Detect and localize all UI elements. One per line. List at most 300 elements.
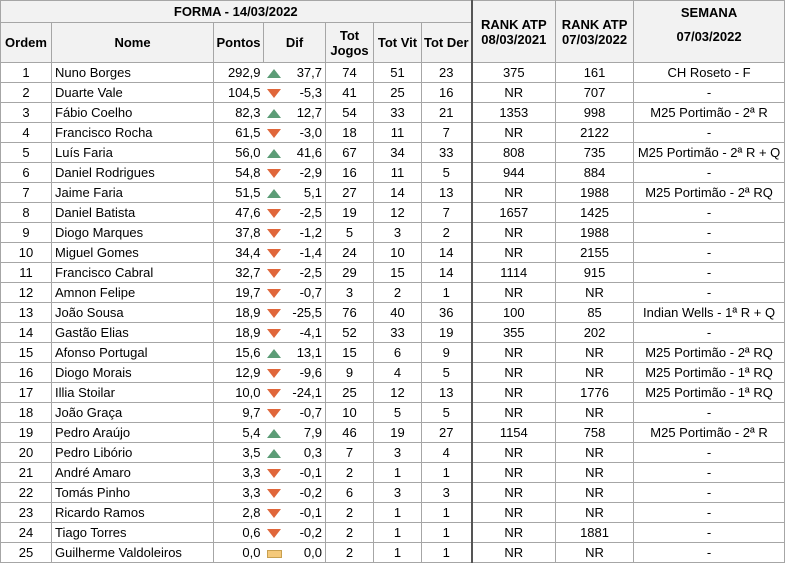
tot-der-cell: 1 bbox=[422, 463, 472, 483]
dif-cell: -2,5 bbox=[284, 263, 326, 283]
rank-2022-cell: NR bbox=[556, 363, 634, 383]
tot-der-cell: 13 bbox=[422, 383, 472, 403]
trend-cell bbox=[264, 183, 284, 203]
pontos-cell: 2,8 bbox=[214, 503, 264, 523]
semana-cell: M25 Portimão - 2ª R + Q bbox=[634, 143, 785, 163]
rank-2022-cell: 85 bbox=[556, 303, 634, 323]
rank-2021-cell: NR bbox=[472, 463, 556, 483]
table-row bbox=[1, 123, 785, 143]
pontos-cell: 9,7 bbox=[214, 403, 264, 423]
rank-2021-cell: NR bbox=[472, 443, 556, 463]
tot-jogos-cell: 6 bbox=[326, 483, 374, 503]
tot-jogos-cell: 2 bbox=[326, 503, 374, 523]
ordem-cell: 12 bbox=[1, 283, 52, 303]
table-row bbox=[1, 463, 785, 483]
table-row bbox=[1, 483, 785, 503]
tot-vit-cell: 33 bbox=[374, 323, 422, 343]
tot-der-cell: 5 bbox=[422, 163, 472, 183]
table-row bbox=[1, 243, 785, 263]
tot-der-cell: 4 bbox=[422, 443, 472, 463]
rank-2022-cell: 707 bbox=[556, 83, 634, 103]
rank-2022-cell: NR bbox=[556, 343, 634, 363]
rank-2021-cell: NR bbox=[472, 363, 556, 383]
trend-up-icon bbox=[267, 69, 281, 78]
pontos-cell: 82,3 bbox=[214, 103, 264, 123]
table-row bbox=[1, 323, 785, 343]
tot-der-cell: 2 bbox=[422, 223, 472, 243]
name-cell: Gastão Elias bbox=[52, 323, 214, 343]
rank-2022-cell: 998 bbox=[556, 103, 634, 123]
ordem-cell: 23 bbox=[1, 503, 52, 523]
dif-cell: -3,0 bbox=[284, 123, 326, 143]
rank-2021-cell: 100 bbox=[472, 303, 556, 323]
trend-down-icon bbox=[267, 509, 281, 518]
tot-jogos-cell: 67 bbox=[326, 143, 374, 163]
tot-der-cell: 16 bbox=[422, 83, 472, 103]
name-cell: Illia Stoilar bbox=[52, 383, 214, 403]
pontos-cell: 61,5 bbox=[214, 123, 264, 143]
name-cell: João Sousa bbox=[52, 303, 214, 323]
dif-cell: 13,1 bbox=[284, 343, 326, 363]
semana-cell: - bbox=[634, 283, 785, 303]
name-cell: Daniel Batista bbox=[52, 203, 214, 223]
name-cell: Amnon Felipe bbox=[52, 283, 214, 303]
ordem-cell: 14 bbox=[1, 323, 52, 343]
dif-cell: -5,3 bbox=[284, 83, 326, 103]
trend-down-icon bbox=[267, 529, 281, 538]
table-row bbox=[1, 183, 785, 203]
dif-cell: 0,3 bbox=[284, 443, 326, 463]
rank-2021-cell: 1114 bbox=[472, 263, 556, 283]
semana-cell: - bbox=[634, 123, 785, 143]
col-tot-jogos bbox=[326, 23, 374, 63]
name-cell: Ricardo Ramos bbox=[52, 503, 214, 523]
table-row bbox=[1, 283, 785, 303]
semana-cell: - bbox=[634, 503, 785, 523]
tot-jogos-cell: 15 bbox=[326, 343, 374, 363]
semana-cell: M25 Portimão - 2ª R bbox=[634, 423, 785, 443]
semana-cell: - bbox=[634, 523, 785, 543]
pontos-cell: 0,6 bbox=[214, 523, 264, 543]
rank-2022-cell: 2155 bbox=[556, 243, 634, 263]
tot-jogos-cell: 24 bbox=[326, 243, 374, 263]
rank-atp-2021-date: 08/03/2021 bbox=[481, 31, 547, 47]
pontos-cell: 12,9 bbox=[214, 363, 264, 383]
tot-jogos-cell: 2 bbox=[326, 463, 374, 483]
rank-2022-cell: 758 bbox=[556, 423, 634, 443]
tot-vit-cell: 12 bbox=[374, 383, 422, 403]
col-dif: Dif bbox=[264, 23, 326, 63]
trend-down-icon bbox=[267, 129, 281, 138]
rank-2022-cell: 1988 bbox=[556, 223, 634, 243]
tot-jogos-cell: 16 bbox=[326, 163, 374, 183]
tot-vit-cell: 11 bbox=[374, 163, 422, 183]
ranking-body bbox=[1, 63, 785, 563]
forma-title: FORMA - 14/03/2022 bbox=[1, 1, 472, 23]
ordem-cell: 11 bbox=[1, 263, 52, 283]
semana-cell: M25 Portimão - 1ª RQ bbox=[634, 383, 785, 403]
tot-jogos-cell: 76 bbox=[326, 303, 374, 323]
col-tot-jogos-line2: Jogos bbox=[330, 42, 369, 58]
ordem-cell: 4 bbox=[1, 123, 52, 143]
rank-2021-cell: NR bbox=[472, 403, 556, 423]
dif-cell: -1,2 bbox=[284, 223, 326, 243]
ordem-cell: 25 bbox=[1, 543, 52, 563]
semana-cell: Indian Wells - 1ª R + Q bbox=[634, 303, 785, 323]
name-cell: João Graça bbox=[52, 403, 214, 423]
pontos-cell: 37,8 bbox=[214, 223, 264, 243]
name-cell: Miguel Gomes bbox=[52, 243, 214, 263]
tot-jogos-cell: 52 bbox=[326, 323, 374, 343]
table-row bbox=[1, 223, 785, 243]
table-row bbox=[1, 203, 785, 223]
semana-date: 07/03/2022 bbox=[676, 29, 742, 44]
name-cell: Diogo Morais bbox=[52, 363, 214, 383]
table-row bbox=[1, 143, 785, 163]
semana-cell: - bbox=[634, 163, 785, 183]
trend-cell bbox=[264, 483, 284, 503]
name-cell: Tiago Torres bbox=[52, 523, 214, 543]
trend-cell bbox=[264, 343, 284, 363]
semana-cell: M25 Portimão - 2ª RQ bbox=[634, 343, 785, 363]
table-row bbox=[1, 363, 785, 383]
ordem-cell: 1 bbox=[1, 63, 52, 83]
dif-cell: -2,5 bbox=[284, 203, 326, 223]
dif-cell: 5,1 bbox=[284, 183, 326, 203]
tot-der-cell: 14 bbox=[422, 263, 472, 283]
rank-2022-cell: NR bbox=[556, 283, 634, 303]
tot-der-cell: 14 bbox=[422, 243, 472, 263]
tot-jogos-cell: 27 bbox=[326, 183, 374, 203]
trend-down-icon bbox=[267, 269, 281, 278]
semana-cell: - bbox=[634, 223, 785, 243]
name-cell: Pedro Libório bbox=[52, 443, 214, 463]
name-cell: Diogo Marques bbox=[52, 223, 214, 243]
ordem-cell: 3 bbox=[1, 103, 52, 123]
pontos-cell: 32,7 bbox=[214, 263, 264, 283]
trend-cell bbox=[264, 203, 284, 223]
pontos-cell: 15,6 bbox=[214, 343, 264, 363]
tot-der-cell: 5 bbox=[422, 403, 472, 423]
trend-down-icon bbox=[267, 389, 281, 398]
rank-2022-cell: 1988 bbox=[556, 183, 634, 203]
tot-der-cell: 13 bbox=[422, 183, 472, 203]
semana-cell: M25 Portimão - 2ª R bbox=[634, 103, 785, 123]
trend-down-icon bbox=[267, 369, 281, 378]
dif-cell: -9,6 bbox=[284, 363, 326, 383]
trend-cell bbox=[264, 243, 284, 263]
dif-cell: -1,4 bbox=[284, 243, 326, 263]
rank-atp-2022-date: 07/03/2022 bbox=[562, 31, 628, 47]
ordem-cell: 19 bbox=[1, 423, 52, 443]
table-row bbox=[1, 63, 785, 83]
rank-2021-cell: 355 bbox=[472, 323, 556, 343]
col-nome: Nome bbox=[52, 23, 214, 63]
dif-cell: 37,7 bbox=[284, 63, 326, 83]
tot-jogos-cell: 3 bbox=[326, 283, 374, 303]
table-row bbox=[1, 543, 785, 563]
trend-up-icon bbox=[267, 349, 281, 358]
table-row bbox=[1, 443, 785, 463]
table-row bbox=[1, 163, 785, 183]
tot-jogos-cell: 2 bbox=[326, 543, 374, 563]
ordem-cell: 21 bbox=[1, 463, 52, 483]
pontos-cell: 18,9 bbox=[214, 303, 264, 323]
rank-2022-cell: 161 bbox=[556, 63, 634, 83]
tot-vit-cell: 3 bbox=[374, 483, 422, 503]
semana-cell: - bbox=[634, 463, 785, 483]
tot-der-cell: 27 bbox=[422, 423, 472, 443]
rank-2022-cell: 202 bbox=[556, 323, 634, 343]
trend-cell bbox=[264, 543, 284, 563]
trend-down-icon bbox=[267, 469, 281, 478]
col-pontos: Pontos bbox=[214, 23, 264, 63]
rank-2021-cell: NR bbox=[472, 283, 556, 303]
tot-der-cell: 21 bbox=[422, 103, 472, 123]
trend-up-icon bbox=[267, 109, 281, 118]
trend-cell bbox=[264, 103, 284, 123]
tot-der-cell: 1 bbox=[422, 523, 472, 543]
tot-jogos-cell: 5 bbox=[326, 223, 374, 243]
dif-cell: -4,1 bbox=[284, 323, 326, 343]
rank-2021-cell: NR bbox=[472, 523, 556, 543]
rank-2022-cell: 1881 bbox=[556, 523, 634, 543]
tot-jogos-cell: 29 bbox=[326, 263, 374, 283]
name-cell: Luís Faria bbox=[52, 143, 214, 163]
tot-vit-cell: 2 bbox=[374, 283, 422, 303]
trend-cell bbox=[264, 443, 284, 463]
trend-cell bbox=[264, 83, 284, 103]
trend-flat-icon bbox=[267, 550, 282, 558]
name-cell: Fábio Coelho bbox=[52, 103, 214, 123]
name-cell: Nuno Borges bbox=[52, 63, 214, 83]
ordem-cell: 10 bbox=[1, 243, 52, 263]
rank-2021-cell: NR bbox=[472, 503, 556, 523]
trend-cell bbox=[264, 303, 284, 323]
tot-der-cell: 19 bbox=[422, 323, 472, 343]
tot-vit-cell: 3 bbox=[374, 223, 422, 243]
table-row bbox=[1, 523, 785, 543]
tot-der-cell: 1 bbox=[422, 283, 472, 303]
ordem-cell: 6 bbox=[1, 163, 52, 183]
pontos-cell: 34,4 bbox=[214, 243, 264, 263]
ordem-cell: 17 bbox=[1, 383, 52, 403]
rank-2021-cell: NR bbox=[472, 543, 556, 563]
rank-2022-cell: NR bbox=[556, 463, 634, 483]
trend-cell bbox=[264, 363, 284, 383]
trend-cell bbox=[264, 143, 284, 163]
name-cell: Francisco Rocha bbox=[52, 123, 214, 143]
dif-cell: 7,9 bbox=[284, 423, 326, 443]
ordem-cell: 20 bbox=[1, 443, 52, 463]
rank-2022-cell: 1776 bbox=[556, 383, 634, 403]
trend-cell bbox=[264, 323, 284, 343]
pontos-cell: 3,3 bbox=[214, 483, 264, 503]
ordem-cell: 2 bbox=[1, 83, 52, 103]
rank-2021-cell: NR bbox=[472, 343, 556, 363]
tot-der-cell: 3 bbox=[422, 483, 472, 503]
ordem-cell: 22 bbox=[1, 483, 52, 503]
name-cell: Duarte Vale bbox=[52, 83, 214, 103]
tot-vit-cell: 10 bbox=[374, 243, 422, 263]
semana-cell: - bbox=[634, 483, 785, 503]
semana-cell: - bbox=[634, 263, 785, 283]
pontos-cell: 56,0 bbox=[214, 143, 264, 163]
table-row bbox=[1, 423, 785, 443]
tot-jogos-cell: 19 bbox=[326, 203, 374, 223]
rank-2021-cell: NR bbox=[472, 483, 556, 503]
dif-cell: 12,7 bbox=[284, 103, 326, 123]
trend-cell bbox=[264, 223, 284, 243]
rank-2022-cell: 884 bbox=[556, 163, 634, 183]
ordem-cell: 9 bbox=[1, 223, 52, 243]
col-tot-vit: Tot Vit bbox=[374, 23, 422, 63]
tot-vit-cell: 1 bbox=[374, 503, 422, 523]
tot-der-cell: 5 bbox=[422, 363, 472, 383]
tot-vit-cell: 1 bbox=[374, 543, 422, 563]
table-row bbox=[1, 343, 785, 363]
trend-cell bbox=[264, 423, 284, 443]
trend-down-icon bbox=[267, 209, 281, 218]
pontos-cell: 47,6 bbox=[214, 203, 264, 223]
tot-vit-cell: 15 bbox=[374, 263, 422, 283]
tot-der-cell: 23 bbox=[422, 63, 472, 83]
tot-jogos-cell: 18 bbox=[326, 123, 374, 143]
rank-2021-cell: 1657 bbox=[472, 203, 556, 223]
semana-cell: CH Roseto - F bbox=[634, 63, 785, 83]
rank-2022-cell: NR bbox=[556, 503, 634, 523]
name-cell: Jaime Faria bbox=[52, 183, 214, 203]
trend-cell bbox=[264, 63, 284, 83]
rank-2022-cell: 1425 bbox=[556, 203, 634, 223]
trend-down-icon bbox=[267, 309, 281, 318]
dif-cell: -0,1 bbox=[284, 503, 326, 523]
dif-cell: 41,6 bbox=[284, 143, 326, 163]
tot-vit-cell: 40 bbox=[374, 303, 422, 323]
ordem-cell: 15 bbox=[1, 343, 52, 363]
tot-der-cell: 33 bbox=[422, 143, 472, 163]
tot-der-cell: 7 bbox=[422, 203, 472, 223]
col-tot-der: Tot Der bbox=[422, 23, 472, 63]
semana-cell: - bbox=[634, 543, 785, 563]
trend-down-icon bbox=[267, 289, 281, 298]
rank-2021-cell: NR bbox=[472, 223, 556, 243]
name-cell: Afonso Portugal bbox=[52, 343, 214, 363]
tot-jogos-cell: 54 bbox=[326, 103, 374, 123]
rank-2022-cell: NR bbox=[556, 403, 634, 423]
tot-jogos-cell: 9 bbox=[326, 363, 374, 383]
ordem-cell: 13 bbox=[1, 303, 52, 323]
trend-cell bbox=[264, 403, 284, 423]
tot-jogos-cell: 2 bbox=[326, 523, 374, 543]
tot-vit-cell: 1 bbox=[374, 463, 422, 483]
dif-cell: -0,7 bbox=[284, 403, 326, 423]
trend-cell bbox=[264, 523, 284, 543]
dif-cell: -0,2 bbox=[284, 523, 326, 543]
rank-atp-2022-title: RANK ATP bbox=[561, 16, 628, 32]
tot-jogos-cell: 7 bbox=[326, 443, 374, 463]
pontos-cell: 292,9 bbox=[214, 63, 264, 83]
table-row bbox=[1, 83, 785, 103]
rank-2021-cell: 808 bbox=[472, 143, 556, 163]
tot-vit-cell: 3 bbox=[374, 443, 422, 463]
trend-down-icon bbox=[267, 89, 281, 98]
name-cell: Guilherme Valdoleiros bbox=[52, 543, 214, 563]
tot-der-cell: 1 bbox=[422, 543, 472, 563]
rank-2022-cell: NR bbox=[556, 483, 634, 503]
trend-up-icon bbox=[267, 449, 281, 458]
trend-down-icon bbox=[267, 169, 281, 178]
trend-up-icon bbox=[267, 429, 281, 438]
rank-atp-2021-title: RANK ATP bbox=[480, 16, 547, 32]
ordem-cell: 7 bbox=[1, 183, 52, 203]
trend-cell bbox=[264, 163, 284, 183]
name-cell: Pedro Araújo bbox=[52, 423, 214, 443]
semana-cell: - bbox=[634, 323, 785, 343]
semana-cell: M25 Portimão - 2ª RQ bbox=[634, 183, 785, 203]
col-tot-jogos-line1: Tot bbox=[339, 27, 360, 43]
rank-2022-cell: NR bbox=[556, 443, 634, 463]
pontos-cell: 10,0 bbox=[214, 383, 264, 403]
pontos-cell: 3,3 bbox=[214, 463, 264, 483]
rank-2021-cell: 944 bbox=[472, 163, 556, 183]
trend-up-icon bbox=[267, 189, 281, 198]
rank-2021-cell: 375 bbox=[472, 63, 556, 83]
rank-2021-cell: NR bbox=[472, 243, 556, 263]
semana-cell: - bbox=[634, 403, 785, 423]
rank-2022-cell: 735 bbox=[556, 143, 634, 163]
rank-2021-cell: NR bbox=[472, 383, 556, 403]
rank-2021-cell: NR bbox=[472, 123, 556, 143]
table-row bbox=[1, 383, 785, 403]
trend-down-icon bbox=[267, 409, 281, 418]
trend-cell bbox=[264, 383, 284, 403]
table-row bbox=[1, 103, 785, 123]
ordem-cell: 18 bbox=[1, 403, 52, 423]
dif-cell: -24,1 bbox=[284, 383, 326, 403]
tot-jogos-cell: 46 bbox=[326, 423, 374, 443]
name-cell: Francisco Cabral bbox=[52, 263, 214, 283]
trend-down-icon bbox=[267, 249, 281, 258]
rank-2021-cell: 1353 bbox=[472, 103, 556, 123]
semana-cell: - bbox=[634, 243, 785, 263]
rank-2022-cell: 2122 bbox=[556, 123, 634, 143]
dif-cell: -25,5 bbox=[284, 303, 326, 323]
tot-vit-cell: 25 bbox=[374, 83, 422, 103]
tot-jogos-cell: 10 bbox=[326, 403, 374, 423]
trend-up-icon bbox=[267, 149, 281, 158]
table-row bbox=[1, 263, 785, 283]
ordem-cell: 5 bbox=[1, 143, 52, 163]
pontos-cell: 5,4 bbox=[214, 423, 264, 443]
tot-jogos-cell: 25 bbox=[326, 383, 374, 403]
tot-vit-cell: 19 bbox=[374, 423, 422, 443]
tot-vit-cell: 4 bbox=[374, 363, 422, 383]
pontos-cell: 54,8 bbox=[214, 163, 264, 183]
tot-vit-cell: 1 bbox=[374, 523, 422, 543]
trend-cell bbox=[264, 263, 284, 283]
trend-cell bbox=[264, 123, 284, 143]
semana-cell: - bbox=[634, 83, 785, 103]
semana-title: SEMANA bbox=[680, 5, 738, 20]
dif-cell: -2,9 bbox=[284, 163, 326, 183]
tot-vit-cell: 51 bbox=[374, 63, 422, 83]
rank-2021-cell: 1154 bbox=[472, 423, 556, 443]
ordem-cell: 24 bbox=[1, 523, 52, 543]
rank-2021-cell: NR bbox=[472, 83, 556, 103]
semana-cell: - bbox=[634, 443, 785, 463]
table-row bbox=[1, 503, 785, 523]
